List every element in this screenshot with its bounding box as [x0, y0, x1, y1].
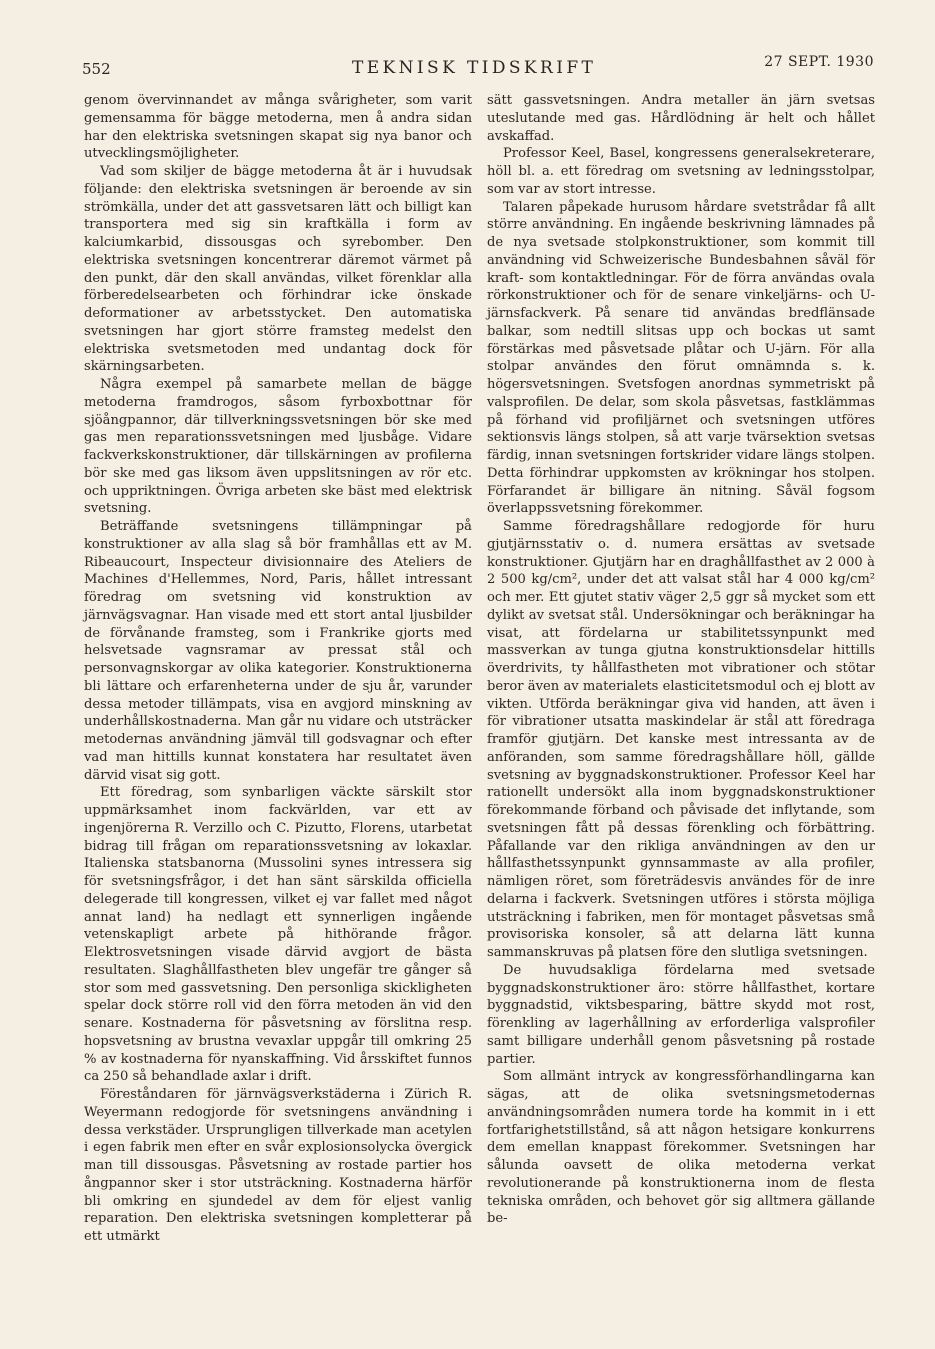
paragraph: Professor Keel, Basel, kongressens generalsekreterare, höll bl. a. ett föredrag om svetsning av ledningsstolpar, som var av stort intresse. — [487, 146, 875, 197]
paragraph: Talaren påpekade hurusom hårdare svetstrådar få allt större användning. En ingående beskrivning lämnades på de nya svetsade stolpkonstruktioner, som kommit till användning vid Schweizerische Bundesbahnen såväl för kraft- som kontaktledningar. För de förra användas ovala rörkonstruktioner och för de senare vinkeljärns- och U-järnsfackverk. På senare tid användas bredflänsade balkar, som nedtill slitsas upp och bockas ut samt förstärkas med påsvetsade plåtar och U-järn. För alla stolpar användes den förut omnämnda s. k. högersvetsningen. Svetsfogen anordnas symmetriskt på valsprofilen. De delar, som skola påsvetsas, fastklämmas på förhand vid profiljärnet och svetsningen utföres sektionsvis längs stolpen, så att varje tvärsektion svetsas färdig, innan svetsningen fortskrider vidare längs stolpen. Detta förhindrar uppkomsten av krökningar hos stolpen. Förfarandet är billigare än nitning. Såväl fogsom överlappssvetsning förekommer. — [487, 199, 875, 517]
paragraph: sätt gassvetsningen. Andra metaller än järn svetsas uteslutande med gas. Hårdlödning är helt och hållet avskaffad. — [487, 93, 875, 144]
paragraph: Beträffande svetsningens tillämpningar på konstruktioner av alla slag så bör framhållas ett av M. Ribeaucourt, Inspecteur divisionnaire des Ateliers de Machines d'Hellemmes, Nord, Paris, hållet intressant föredrag om svetsning vid konstruktion av järnvägsvagnar. Han visade med ett stort antal ljusbilder de förvånande framsteg, som i Frankrike gjorts med helsvetsade vagnsramar av pressat stål och personvagnskorgar av olika kategorier. Konstruktionerna bli lättare och erfarenheterna under de sju år, varunder dessa metoder tillämpats, visa en avgjord minskning av underhållskostnaderna. Man går nu vidare och utsträcker metodernas användning jämväl till godsvagnar och efter vad man hittills kunnat konstatera har resultatet även därvid visat sig gott. — [84, 519, 472, 783]
text-column-left — [84, 92, 472, 1246]
paragraph: Några exempel på samarbete mellan de bägge metoderna framdrogos, såsom fyrboxbottnar för sjöångpannor, där tillverkningssvetsningen bör ske med gas men reparationssvetsningen med ljusbåge. Vidare fackverkskonstruktioner, där tillskärningen av profilerna bör ske med gas liksom även uppslitsningen av rör etc. och uppriktningen. Övriga arbeten ske bäst med elektrisk svetsning. — [84, 377, 472, 517]
paragraph: Ett föredrag, som synbarligen väckte särskilt stor uppmärksamhet inom fackvärlden, var ett av ingenjörerna R. Verzillo och C. Pizutto, Florens, utarbetat bidrag till frågan om reparationssvetsning av lokaxlar. Italienska statsbanorna (Mussolini synes intressera sig för svetsningsfrågor, i det han sänt särskilda officiella delegerade till kongressen, vilket ej var fallet med något annat land) ha nedlagt ett synnerligen ingående vetenskapligt arbete på hithörande frågor. Elektrosvetsningen visade därvid avgjort de bästa resultaten. Slaghållfastheten blev ungefär tre gånger så stor som med gassvetsning. Den personliga skickligheten spelar dock större roll vid den förra metoden än vid den senare. Kostnaderna för påsvetsning av förslitna resp. hopsvetsning av brustna vevaxlar uppgår till omkring 25 % av kostnaderna för nyanskaffning. Vid årsskiftet funnos ca 250 så behandlade axlar i drift. — [84, 785, 472, 1085]
issue-date: 27 SEPT. 1930 — [764, 54, 874, 70]
paragraph: Föreståndaren för järnvägsverkstäderna i Zürich R. Weyermann redogjorde för svetsningens användning i dessa verkstäder. Ursprungligen tillverkade man acetylen i egen fabrik men efter en svår explosionsolycka övergick man till dissousgas. Påsvetsning av rostade partier hos ångpannor sker i stor utsträckning. Kostnaderna härför bli omkring en sjundedel av dem för eljest vanlig reparation. Den elektriska svetsningen kompletterar på ett utmärkt — [84, 1087, 472, 1244]
page-header — [82, 56, 874, 80]
paragraph: Samme föredragshållare redogjorde för huru gjutjärnsstativ o. d. numera ersättas av svetsade konstruktioner. Gjutjärn har en draghållfasthet av 2 000 à 2 500 kg/cm², under det att valsat stål har 4 000 kg/cm² och mer. Ett gjutet stativ väger 2,5 ggr så mycket som ett dylikt av svetsat stål. Undersökningar och beräkningar ha visat, att fördelarna ur stabilitetssynpunkt med massverkan av tunga gjutna konstruktionsdelar hittills överdrivits, ty hållfastheten mot vibrationer och stötar beror även av materialets elasticitetsmodul och ej blott av vikten. Utförda beräkningar giva vid handen, att även i för vibrationer utsatta maskindelar är stål att föredraga framför gjutjärn. Det kanske mest intressanta av de anföranden, som samme föredragshållare höll, gällde svetsning av byggnadskonstruktioner. Professor Keel har rationellt undersökt alla inom byggnadskonstruktioner förekommande förband och påvisade det inflytande, som svetsningen fått på dessas förenkling och förbättring. Påfallande var den rikliga användningen av den ur hållfasthetssynpunkt gynnsammaste av alla profiler, nämligen röret, som företrädesvis användes för de inre delarna i fackverk. Svetsningen utföres i största möjliga utsträckning i fabriken, men för montaget påsvetsas små provisoriska konsoler, så att delarna lätt kunna sammanskruvas på platsen före den slutliga svetsningen. — [487, 519, 875, 960]
paragraph: De huvudsakliga fördelarna med svetsade byggnadskonstruktioner äro: större hållfasthet, kortare byggnadstid, viktsbesparing, bättre skydd mot rost, förenkling av lagerhållning av erforderliga valsprofiler samt billigare underhåll genom påsvetsning på rostade partier. — [487, 962, 875, 1067]
paragraph: genom övervinnandet av många svårigheter, som varit gemensamma för bägge metoderna, men å andra sidan har den elektriska svetsningen skapat sig nya banor och utvecklingsmöjligheter. — [84, 93, 472, 162]
text-column-right — [487, 92, 875, 1228]
journal-title: TEKNISK TIDSKRIFT — [352, 58, 597, 78]
paragraph: Som allmänt intryck av kongressförhandlingarna kan sägas, att de olika svetsningsmetodernas användningsområden numera torde ha kommit in i ett fortfarighetstillstånd, så att någon hetsigare konkurrens dem emellan knappast förekommer. Svetsningen har sålunda oavsett de olika metoderna verkat revolutionerande på konstruktionerna inom de flesta tekniska områden, och behovet gör sig alltmera gällande be- — [487, 1069, 875, 1227]
page-number: 552 — [82, 60, 111, 78]
paragraph: Vad som skiljer de bägge metoderna åt är i huvudsak följande: den elektriska svetsningen är beroende av sin strömkälla, under det att gassvetsaren lätt och billigt kan transportera med sig sin kraftkälla i form av kalciumkarbid, dissousgas och syrebomber. Den elektriska svetsningen koncentrerar däremot värmet på den punkt, där den skall användas, vilket förenklar alla förberedelsearbeten och förhindrar icke önskade deformationer av arbetsstycket. Den automatiska svetsningen har gjort större framsteg medelst den elektriska svetsmetoden med undantag dock för skärningsarbeten. — [84, 164, 472, 375]
